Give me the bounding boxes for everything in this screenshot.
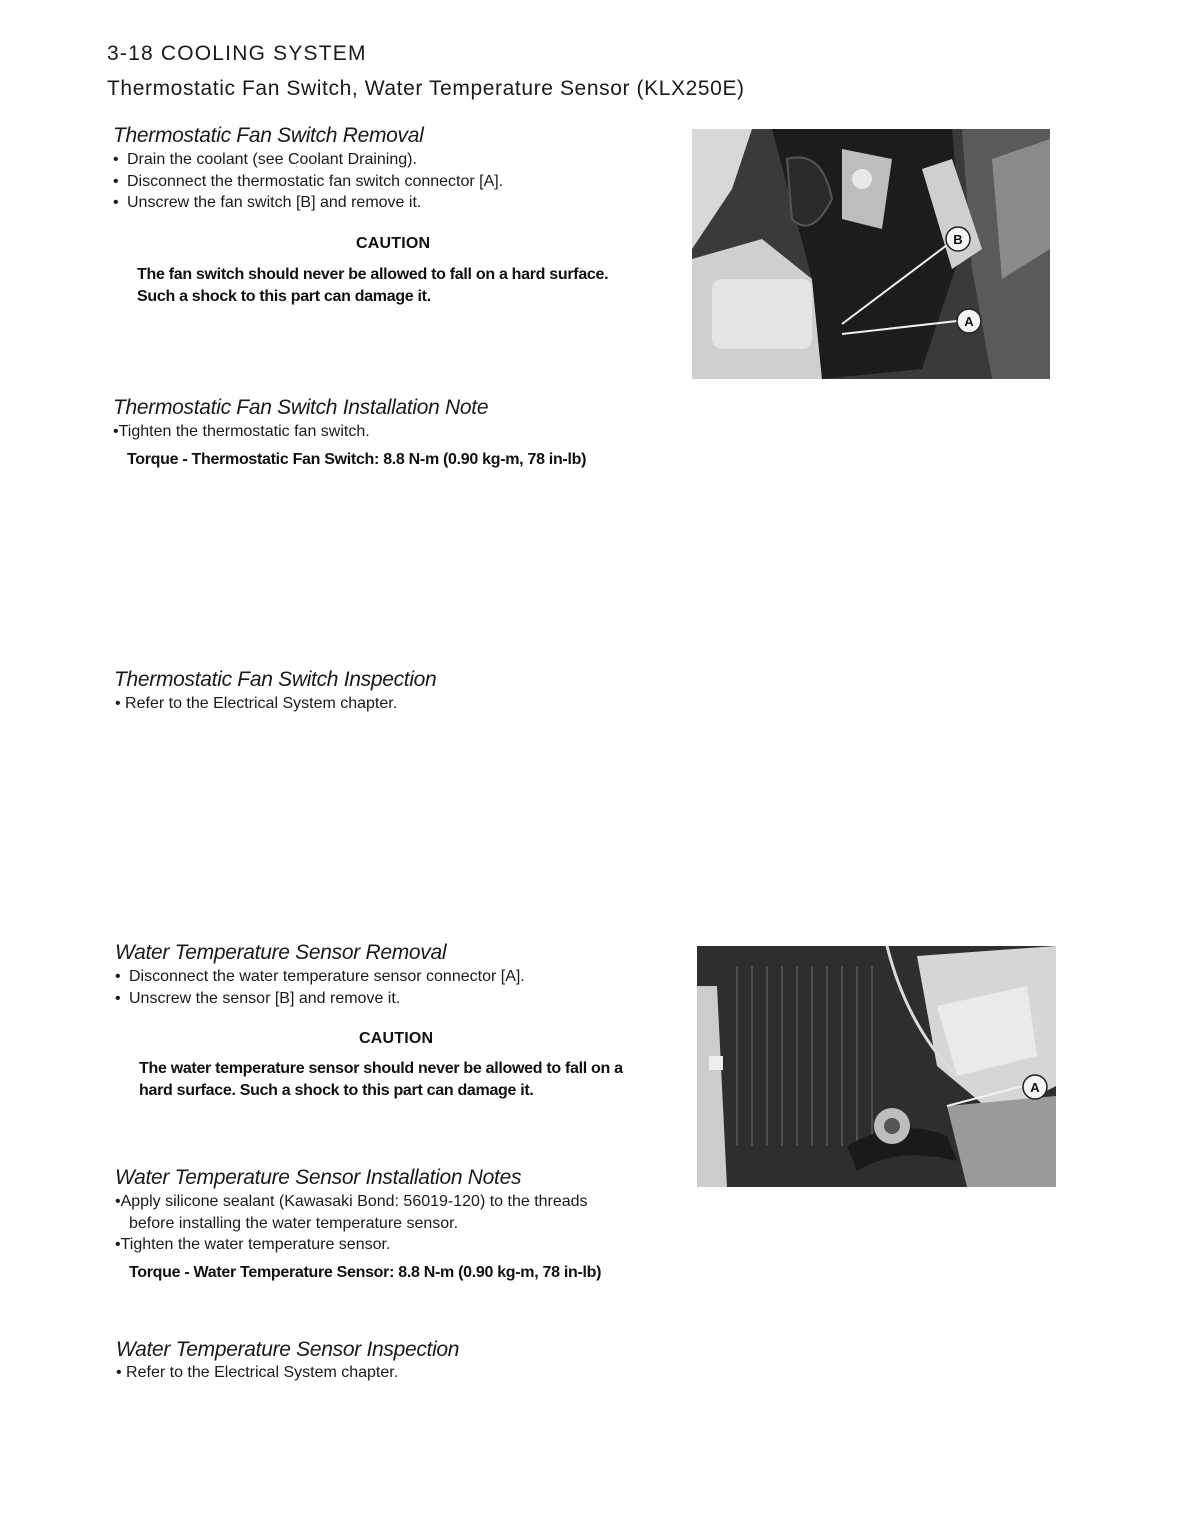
list-item: •Apply silicone sealant (Kawasaki Bond: 56019-120) to the threads — [115, 1193, 588, 1210]
fan-switch-torque: Torque - Thermostatic Fan Switch: 8.8 N-m (0.90 kg-m, 78 in-lb) — [127, 451, 587, 468]
sensor-inspection-title: Water Temperature Sensor Inspection — [116, 1338, 460, 1361]
caution-text: The fan switch should never be allowed to fall on a hard surface. Such a shock to this part can damage it. — [137, 266, 609, 305]
sensor-installation-notes — [115, 1191, 588, 1256]
photo-label-b: B — [953, 232, 963, 247]
fan-switch-removal-steps — [113, 149, 503, 214]
fan-switch-removal-title: Thermostatic Fan Switch Removal — [113, 124, 424, 147]
list-item: • Unscrew the sensor [B] and remove it. — [115, 989, 401, 1007]
photo-label-a: A — [964, 314, 974, 329]
list-item: •Tighten the water temperature sensor. — [115, 1236, 391, 1253]
sensor-installation-title: Water Temperature Sensor Installation Notes — [115, 1166, 522, 1189]
caution-text: The water temperature sensor should never be allowed to fall on a hard surface. Such a shock to this part can damage it. — [139, 1060, 623, 1099]
sensor-torque: Torque - Water Temperature Sensor: 8.8 N-m (0.90 kg-m, 78 in-lb) — [129, 1264, 602, 1281]
caution-heading: CAUTION — [359, 1030, 434, 1047]
sensor-removal-title: Water Temperature Sensor Removal — [115, 941, 447, 964]
sensor-photo — [697, 946, 1056, 1187]
list-item: • Disconnect the water temperature sensor connector [A]. — [115, 968, 525, 985]
photo-label-a: A — [1030, 1080, 1040, 1095]
fan-switch-photo — [692, 129, 1050, 379]
fan-switch-installation-title: Thermostatic Fan Switch Installation Note — [113, 396, 489, 419]
list-item: before installing the water temperature sensor. — [129, 1214, 459, 1232]
list-item: • Disconnect the thermostatic fan switch connector [A]. — [113, 172, 504, 190]
page-subtitle: Thermostatic Fan Switch, Water Temperature Sensor (KLX250E) — [107, 77, 745, 100]
caution-heading: CAUTION — [356, 235, 431, 252]
fan-switch-installation-note: •Tighten the thermostatic fan switch. — [113, 423, 370, 440]
list-item: • Unscrew the fan switch [B] and remove it. — [113, 194, 422, 211]
sensor-inspection-note: • Refer to the Electrical System chapter. — [116, 1364, 399, 1381]
list-item: • Drain the coolant (see Coolant Draining). — [113, 151, 417, 168]
fan-switch-inspection-title: Thermostatic Fan Switch Inspection — [114, 668, 437, 691]
page-header: 3-18 COOLING SYSTEM — [107, 42, 367, 65]
sensor-removal-steps — [115, 966, 525, 1009]
fan-switch-inspection-note: • Refer to the Electrical System chapter. — [115, 695, 398, 712]
